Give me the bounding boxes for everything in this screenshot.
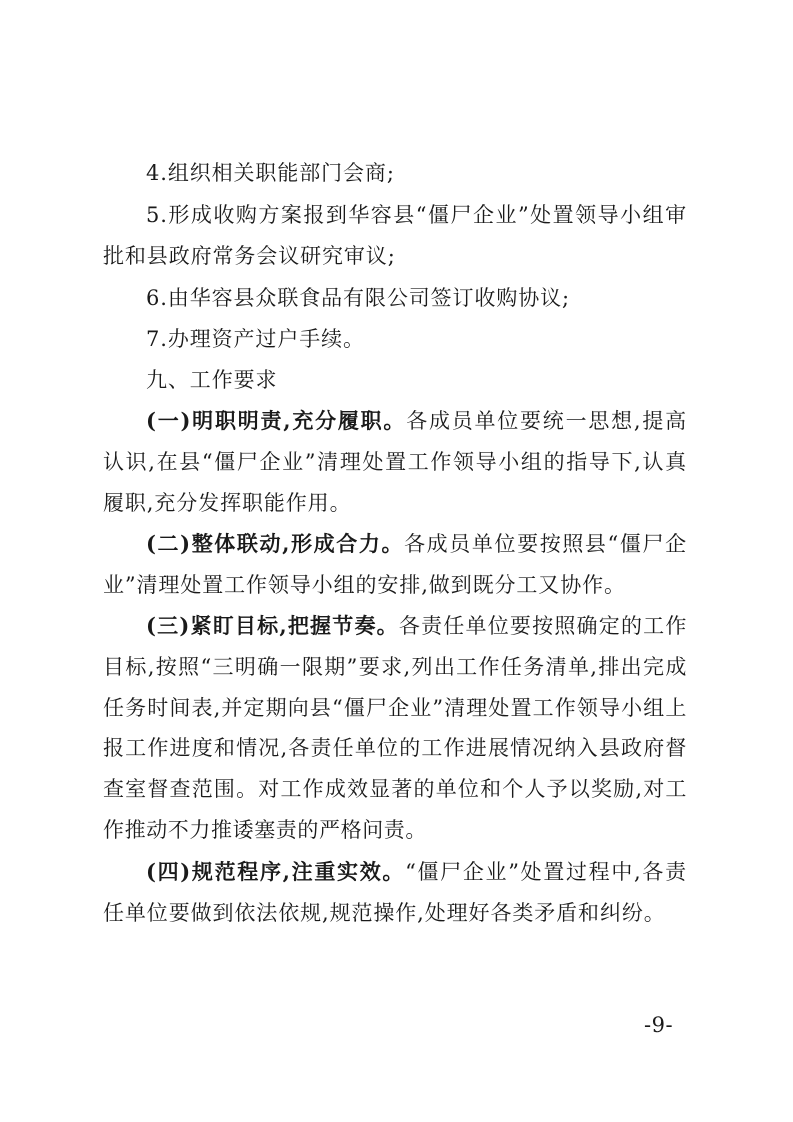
step-5: 5.形成收购方案报到华容县“僵尸企业”处置领导小组审批和县政府常务会议研究审议; <box>103 203 687 268</box>
step-4: 4.组织相关职能部门会商; <box>146 161 395 185</box>
requirement-2-body: 各成员单位要按照县“僵尸企业”清理处置工作领导小组的安排,做到既分工又协作。 <box>103 532 687 597</box>
page-number: -9- <box>644 1013 674 1037</box>
requirement-3-lead: (三)紧盯目标,把握节奏。 <box>146 613 399 638</box>
step-6: 6.由华容县众联食品有限公司签订收购协议; <box>146 286 571 310</box>
requirement-2 <box>103 524 687 606</box>
requirement-3 <box>103 606 687 851</box>
requirement-3-body: 各责任单位要按照确定的工作目标,按照“三明确一限期”要求,列出工作任务清单,排出完成任务时间表,并定期向县“僵尸企业”清理处置工作领导小组上报工作进度和情况,各责任单位的工作进展情况纳入县政府督查室督查范围。对工作成效显著的单位和个人予以奖励,对工作推动不力推诿塞责的严格问责。 <box>103 614 687 842</box>
requirement-1 <box>103 401 687 523</box>
requirement-1-body: 各成员单位要统一思想,提高认识,在县“僵尸企业”清理处置工作领导小组的指导下,认真履职,充分发挥职能作用。 <box>103 409 687 515</box>
requirement-4-body: “僵尸企业”处置过程中,各责任单位要做到依法依规,规范操作,处理好各类矛盾和纠纷。 <box>103 860 687 925</box>
requirement-4 <box>103 852 687 934</box>
requirement-4-lead: (四)规范程序,注重实效。 <box>146 859 406 884</box>
requirement-2-lead: (二)整体联动,形成合力。 <box>146 531 405 556</box>
requirement-1-lead: (一)明职明责,充分履职。 <box>146 408 407 433</box>
section-heading: 九、工作要求 <box>146 368 278 392</box>
step-7: 7.办理资产过户手续。 <box>146 327 365 351</box>
